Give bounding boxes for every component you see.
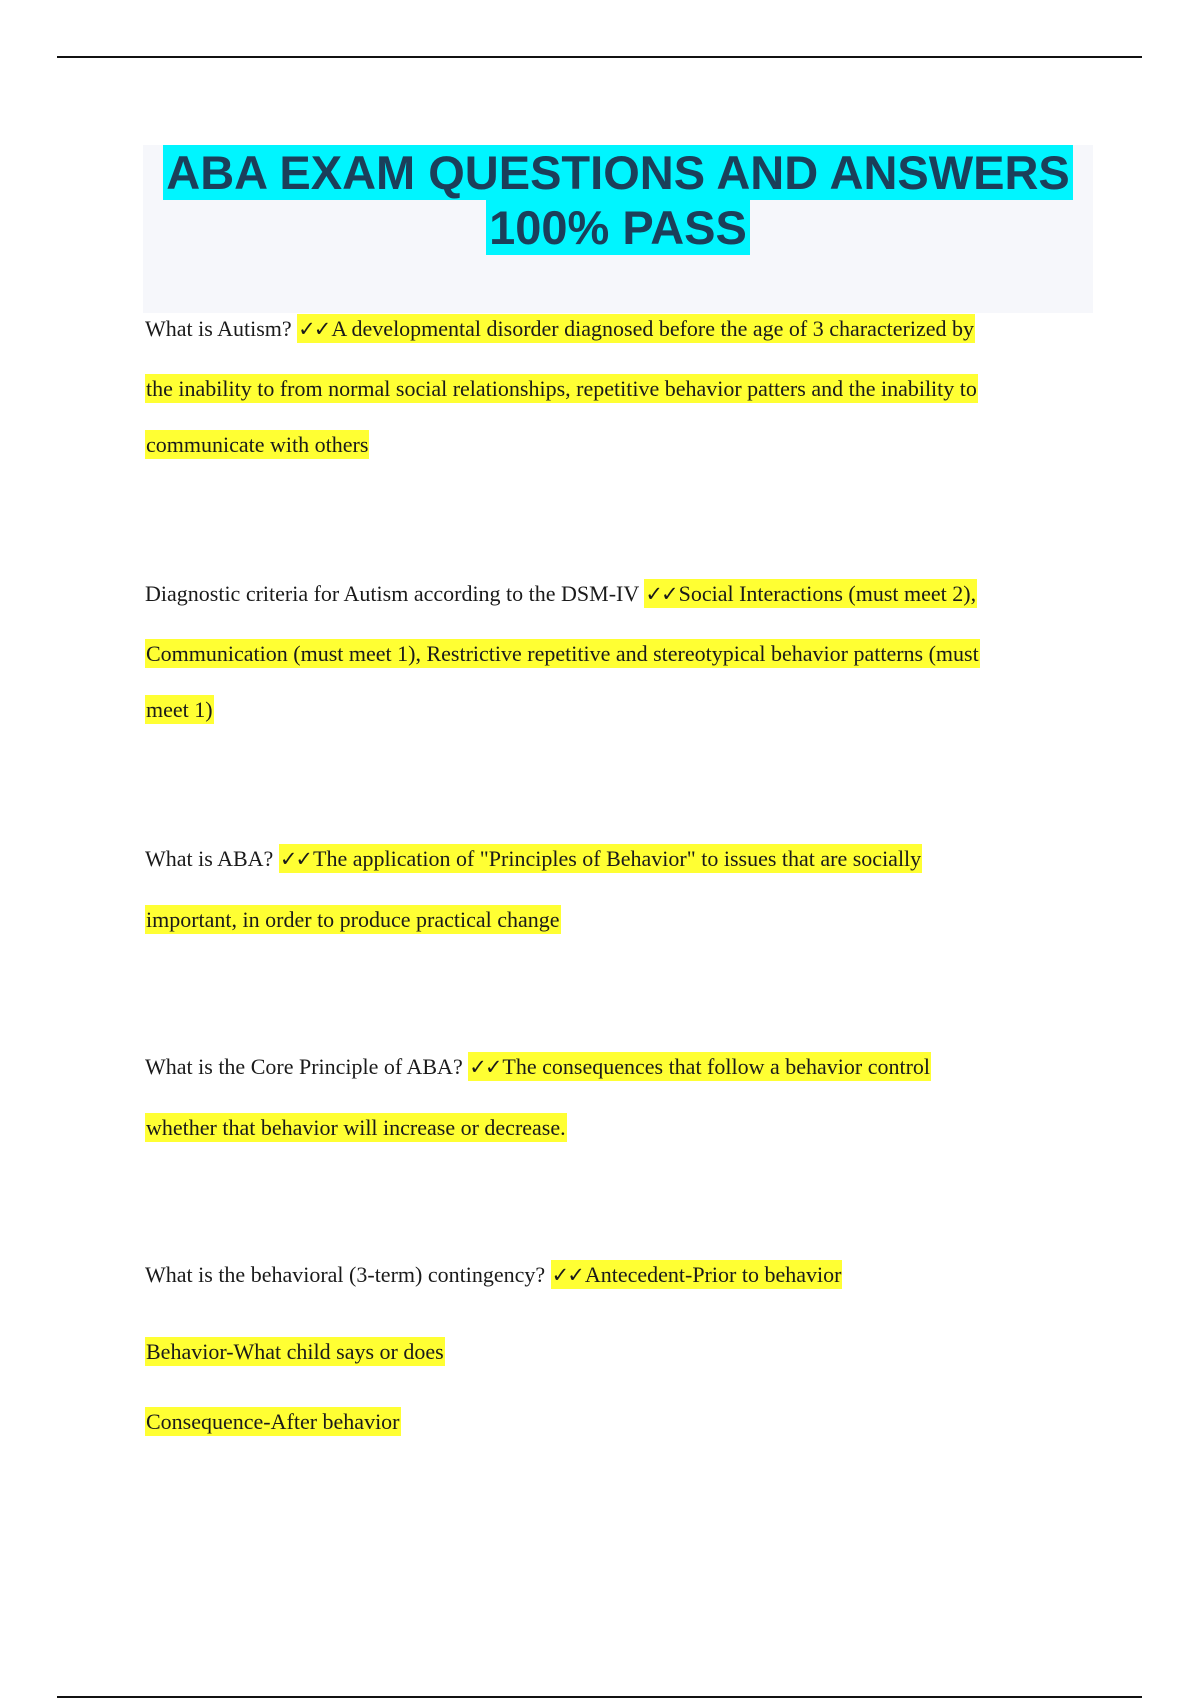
qa-line (145, 374, 978, 404)
document-title (143, 145, 1093, 313)
answer-text: The consequences that follow a behavior control (502, 1054, 931, 1079)
answer-highlight (279, 844, 922, 873)
qa-line (145, 844, 922, 874)
question-text: What is ABA? (145, 846, 274, 871)
double-check-icon: ✓✓ (551, 1263, 583, 1287)
bottom-rule (57, 1696, 1142, 1698)
answer-text: Antecedent-Prior to behavior (584, 1262, 842, 1287)
qa-line (145, 639, 980, 669)
answer-text: communicate with others (146, 432, 369, 457)
question-text: What is Autism? (145, 316, 292, 341)
answer-text: The application of "Principles of Behavior" to issues that are socially (313, 846, 922, 871)
qa-line (145, 1113, 567, 1143)
qa-line (145, 1337, 445, 1367)
double-check-icon: ✓✓ (279, 847, 312, 871)
double-check-icon: ✓✓ (298, 317, 330, 341)
qa-line (145, 314, 975, 344)
answer-text: meet 1) (146, 697, 213, 722)
question-text: What is the behavioral (3-term) contingency? (145, 1262, 546, 1287)
qa-line (145, 1260, 842, 1290)
title-line-2: 100% PASS (486, 200, 750, 255)
answer-text: whether that behavior will increase or decrease. (146, 1115, 566, 1140)
qa-line (145, 695, 214, 725)
qa-line (145, 905, 561, 935)
answer-highlight (297, 314, 975, 343)
question-text: What is the Core Principle of ABA? (145, 1054, 463, 1079)
double-check-icon: ✓✓ (469, 1055, 501, 1079)
answer-text: Social Interactions (must meet 2), (678, 581, 977, 606)
qa-line (145, 579, 977, 609)
answer-highlight (551, 1260, 843, 1289)
answer-text: A developmental disorder diagnosed before the age of 3 characterized by (331, 316, 974, 341)
answer-highlight (468, 1052, 931, 1081)
answer-text: Consequence-After behavior (146, 1409, 400, 1434)
top-rule (57, 56, 1142, 58)
qa-line (145, 1052, 931, 1082)
answer-text: important, in order to produce practical change (146, 907, 560, 932)
answer-text: Behavior-What child says or does (146, 1339, 444, 1364)
qa-line (145, 1407, 401, 1437)
answer-text: Communication (must meet 1), Restrictive repetitive and stereotypical behavior patterns (must (146, 641, 979, 666)
question-text: Diagnostic criteria for Autism according to the DSM-IV (145, 581, 639, 606)
answer-highlight (644, 579, 977, 608)
title-line-1: ABA EXAM QUESTIONS AND ANSWERS (163, 145, 1073, 200)
qa-line (145, 430, 369, 460)
double-check-icon: ✓✓ (645, 582, 677, 606)
answer-text: the inability to from normal social relationships, repetitive behavior patters and the inability to (146, 376, 977, 401)
